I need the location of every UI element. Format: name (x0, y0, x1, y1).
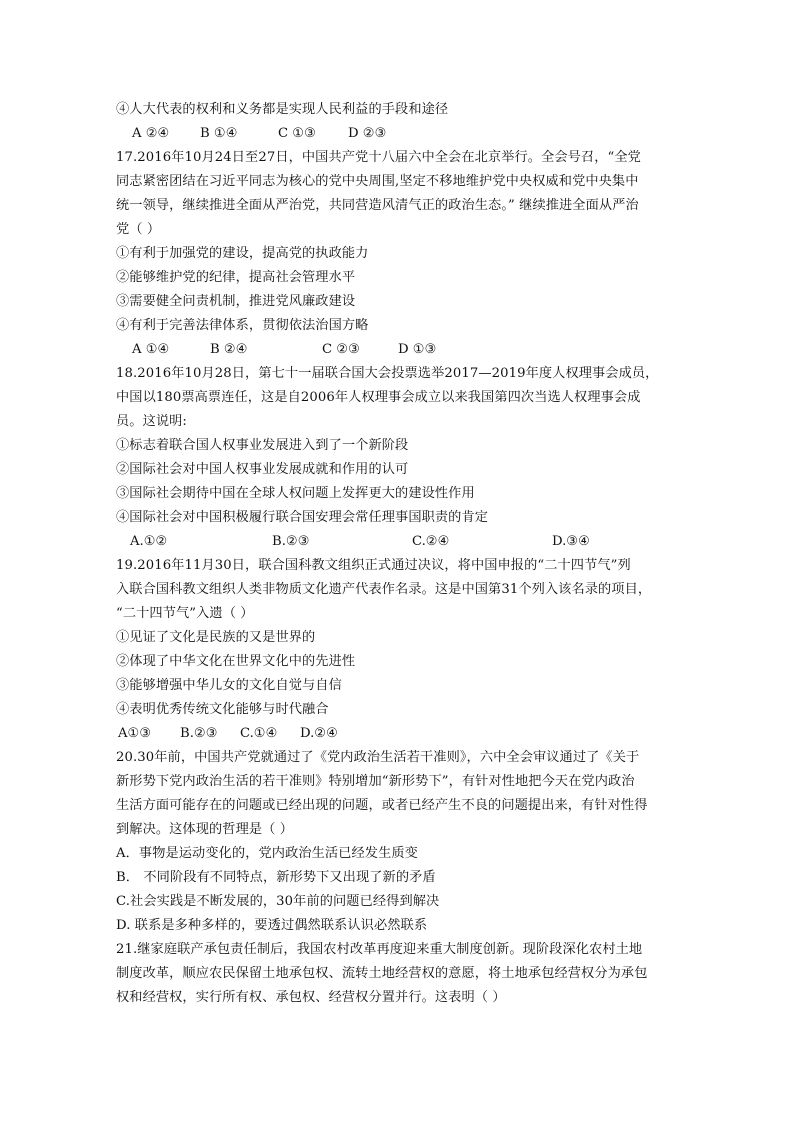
choice-c: C ①③ (278, 126, 316, 141)
q21-stem-line-1: 21.继家庭联产承包责任制后，我国农村改革再度迎来重大制度创新。现阶段深化农村土地 (116, 942, 643, 957)
q18-option-2: ②国际社会对中国人权事业发展成就和作用的认可 (116, 462, 409, 477)
choice-a: A.①② (130, 534, 168, 549)
q20-option-b: B． 不同阶段有不同特点，新形势下又出现了新的矛盾 (116, 870, 436, 885)
choice-c: C ②③ (322, 342, 360, 357)
choice-d: D ②③ (348, 126, 387, 141)
q19-option-2: ②体现了中华文化在世界文化中的先进性 (116, 654, 356, 669)
q19-stem-line-2: 入联合国科教文组织人类非物质文化遗产代表作名录。这是中国第31个列入该名录的项目， (116, 582, 652, 597)
q21-stem-line-3: 权和经营权，实行所有权、承包权、经营权分置并行。这表明（ ） (116, 990, 506, 1005)
choice-a: A ②④ (132, 126, 170, 141)
choice-d: D.②④ (300, 726, 338, 741)
q17-stem-line-1: 17.2016年10月24日至27日，中国共产党十八届六中全会在北京举行。全会号召，“全党 (116, 150, 641, 165)
q19-option-3: ③能够增强中华儿女的文化自觉与自信 (116, 678, 342, 693)
q20-stem-line-2: 新形势下党内政治生活的若干准则》特别增加“新形势下”，有针对性地把今天在党内政治 (116, 774, 635, 789)
q18-stem-line-3: 员。这说明: (116, 414, 187, 429)
q20-option-c: C.社会实践是不断发展的，30年前的问题已经得到解决 (116, 894, 440, 909)
q18-option-3: ③国际社会期待中国在全球人权问题上发挥更大的建设性作用 (116, 486, 475, 501)
choice-a: A ①④ (132, 342, 170, 357)
q18-stem-line-2: 中国以180票高票连任，这是自2006年人权理事会成立以来我国第四次当选人权理事会成 (116, 390, 641, 405)
q20-stem-line-3: 生活方面可能存在的问题或已经出现的问题，或者已经产生不良的问题提出来，有针对性得 (116, 798, 648, 813)
q17-option-4: ④有利于完善法律体系，贯彻依法治国方略 (116, 318, 369, 333)
q18-stem-line-1: 18.2016年10月28日，第七十一届联合国大会投票选举2017—2019年度人权理事会成员， (116, 366, 659, 381)
q20-stem-line-1: 20.30年前，中国共产党就通过了《党内政治生活若干准则》，六中全会审议通过了《关于 (116, 750, 640, 765)
choice-c: C.①④ (240, 726, 278, 741)
choice-a: A①③ (118, 726, 152, 741)
q16-option-4: ④人大代表的权利和义务都是实现人民利益的手段和途径 (116, 102, 449, 117)
choice-b: B ①④ (200, 126, 238, 141)
q17-option-3: ③需要健全问责机制，推进党风廉政建设 (116, 294, 356, 309)
q20-option-a: A．事物是运动变化的，党内政治生活已经发生质变 (116, 846, 418, 861)
q17-option-2: ②能够维护党的纪律，提高社会管理水平 (116, 270, 356, 285)
q19-stem-line-3: “二十四节气”入遗（ ） (116, 606, 254, 621)
q18-option-4: ④国际社会对中国积极履行联合国安理会常任理事国职责的肯定 (116, 510, 489, 525)
q18-option-1: ①标志着联合国人权事业发展进入到了一个新阶段 (116, 438, 409, 453)
q21-stem-line-2: 制度改革，顺应农民保留土地承包权、流转土地经营权的意愿，将土地承包经营权分为承包 (116, 966, 648, 981)
q17-option-1: ①有利于加强党的建设，提高党的执政能力 (116, 246, 369, 261)
q19-stem-line-1: 19.2016年11月30日，联合国科教文组织正式通过决议，将中国申报的“二十四节气”列 (116, 558, 631, 573)
choice-b: B ②④ (210, 342, 248, 357)
choice-b: B.②③ (180, 726, 218, 741)
q19-option-1: ①见证了文化是民族的又是世界的 (116, 630, 316, 645)
choice-b: B.②③ (272, 534, 310, 549)
choice-c: C.②④ (412, 534, 450, 549)
q17-stem-line-3: 统一领导，继续推进全面从严治党，共同营造风清气正的政治生态。” 继续推进全面从严治 (116, 198, 639, 213)
choice-d: D ①③ (398, 342, 437, 357)
q20-option-d: D. 联系是多种多样的，要透过偶然联系认识必然联系 (116, 918, 428, 933)
choice-d: D.③④ (552, 534, 590, 549)
q19-option-4: ④表明优秀传统文化能够与时代融合 (116, 702, 329, 717)
q17-stem-line-4: 党（ ） (116, 222, 161, 237)
q20-stem-line-4: 到解决。这体现的哲理是（ ） (116, 822, 294, 837)
q17-stem-line-2: 同志紧密团结在习近平同志为核心的党中央周围,坚定不移地维护党中央权威和党中央集中 (116, 174, 639, 189)
